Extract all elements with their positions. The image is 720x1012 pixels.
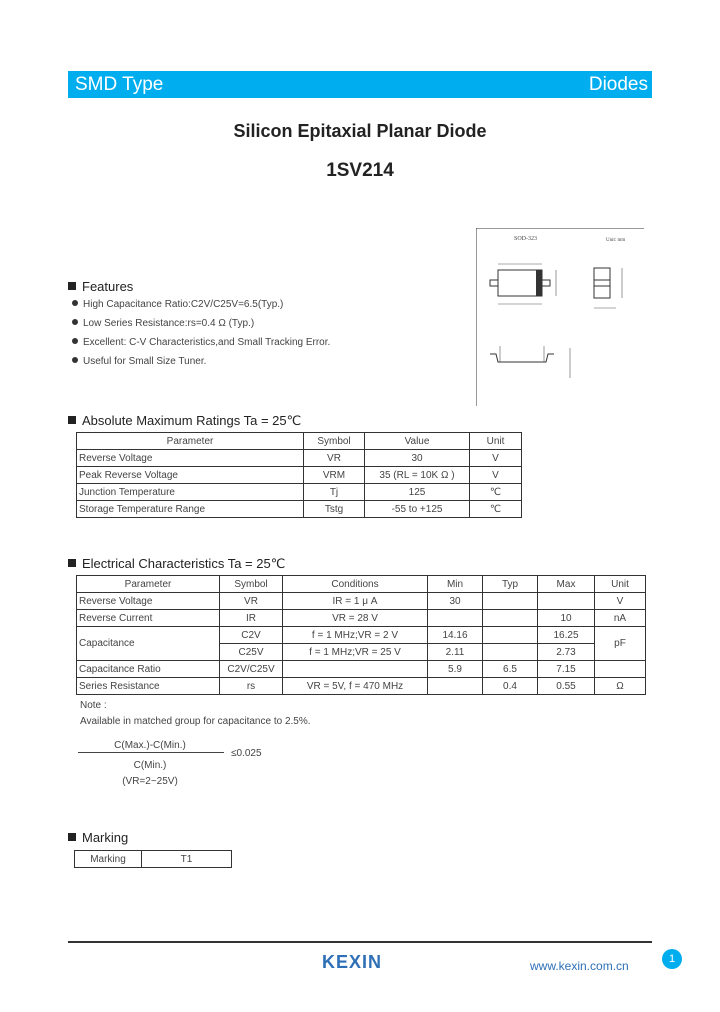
column-header: Parameter xyxy=(77,576,220,593)
column-header: Value xyxy=(365,433,470,450)
package-unit-note: Unit: mm xyxy=(606,238,626,243)
bullet-square-icon xyxy=(68,416,76,424)
table-cell xyxy=(595,661,646,678)
table-cell: Tj xyxy=(304,484,365,501)
page-number: 1 xyxy=(662,949,682,969)
table-cell xyxy=(428,610,483,627)
table-cell: C25V xyxy=(220,644,283,661)
table-cell: Reverse Current xyxy=(77,610,220,627)
part-number: 1SV214 xyxy=(326,160,394,181)
elec-heading: Electrical Characteristics Ta = 25℃ xyxy=(68,556,285,572)
table-cell: 7.15 xyxy=(538,661,595,678)
table-header-row xyxy=(77,576,646,593)
bullet-dot-icon xyxy=(72,357,78,363)
marking-table xyxy=(74,850,232,868)
marking-heading: Marking xyxy=(68,830,128,845)
table-cell: pF xyxy=(595,627,646,661)
table-cell: 30 xyxy=(428,593,483,610)
package-drawing xyxy=(476,228,644,406)
table-row xyxy=(77,678,646,695)
table-row xyxy=(77,484,522,501)
table-cell: 30 xyxy=(365,450,470,467)
table-row xyxy=(77,661,646,678)
package-outline-diagram xyxy=(476,228,644,406)
table-cell: C2V xyxy=(220,627,283,644)
table-cell: 16.25 xyxy=(538,627,595,644)
table-cell: Storage Temperature Range xyxy=(77,501,304,518)
abs-max-table xyxy=(76,432,522,518)
table-cell: Marking xyxy=(75,851,142,868)
website-link[interactable]: www.kexin.com.cn xyxy=(530,959,629,973)
table-cell: 10 xyxy=(538,610,595,627)
formula-rhs: ≤0.025 xyxy=(231,748,262,759)
features-heading: Features xyxy=(68,279,133,294)
table-cell xyxy=(538,593,595,610)
table-row xyxy=(75,851,232,868)
table-cell: IR xyxy=(220,610,283,627)
column-header: Unit xyxy=(470,433,522,450)
table-cell: 2.73 xyxy=(538,644,595,661)
package-name: SOD-323 xyxy=(514,236,538,242)
bullet-dot-icon xyxy=(72,319,78,325)
table-cell: Series Resistance xyxy=(77,678,220,695)
document-title: Silicon Epitaxial Planar Diode xyxy=(233,121,487,141)
table-cell: 0.55 xyxy=(538,678,595,695)
column-header: Typ xyxy=(483,576,538,593)
abs-max-heading: Absolute Maximum Ratings Ta = 25℃ xyxy=(68,413,301,429)
table-cell: -55 to +125 xyxy=(365,501,470,518)
bullet-square-icon xyxy=(68,559,76,567)
column-header: Min xyxy=(428,576,483,593)
table-row xyxy=(77,627,646,644)
list-item: Low Series Resistance:rs=0.4 Ω (Typ.) xyxy=(72,318,330,337)
table-cell: V xyxy=(595,593,646,610)
table-cell: 6.5 xyxy=(483,661,538,678)
column-header: Symbol xyxy=(304,433,365,450)
table-cell: 35 (RL = 10K Ω ) xyxy=(365,467,470,484)
table-cell: VR = 28 V xyxy=(283,610,428,627)
formula-numerator: C(Max.)-C(Min.) xyxy=(114,740,186,751)
table-cell: rs xyxy=(220,678,283,695)
table-cell: 125 xyxy=(365,484,470,501)
column-header: Unit xyxy=(595,576,646,593)
note-label: Note : xyxy=(80,700,107,711)
column-header: Max xyxy=(538,576,595,593)
column-header: Symbol xyxy=(220,576,283,593)
table-cell xyxy=(483,593,538,610)
table-cell: Reverse Voltage xyxy=(77,450,304,467)
note-text: Available in matched group for capacitance to 2.5%. xyxy=(80,716,311,727)
table-cell: Capacitance Ratio xyxy=(77,661,220,678)
list-item: Excellent: C-V Characteristics,and Small Tracking Error. xyxy=(72,337,330,356)
table-cell: VRM xyxy=(304,467,365,484)
table-cell: IR = 1 μ A xyxy=(283,593,428,610)
header-category: SMD Type xyxy=(75,74,164,95)
table-cell: 14.16 xyxy=(428,627,483,644)
table-cell: VR = 5V, f = 470 MHz xyxy=(283,678,428,695)
table-row xyxy=(77,501,522,518)
company-logo: KEXIN xyxy=(322,952,383,972)
table-cell: C2V/C25V xyxy=(220,661,283,678)
table-cell: 0.4 xyxy=(483,678,538,695)
table-cell: 5.9 xyxy=(428,661,483,678)
table-cell: V xyxy=(470,467,522,484)
table-cell xyxy=(428,678,483,695)
header-type: Diodes xyxy=(588,74,648,95)
formula-denominator: C(Min.) xyxy=(133,760,167,771)
table-cell: Peak Reverse Voltage xyxy=(77,467,304,484)
table-cell: f = 1 MHz;VR = 2 V xyxy=(283,627,428,644)
table-cell: ℃ xyxy=(470,501,522,518)
fraction-line xyxy=(78,752,224,753)
column-header: Parameter xyxy=(77,433,304,450)
table-cell: nA xyxy=(595,610,646,627)
bullet-square-icon xyxy=(68,282,76,290)
table-cell: V xyxy=(470,450,522,467)
table-cell: ℃ xyxy=(470,484,522,501)
table-row xyxy=(77,593,646,610)
column-header: Conditions xyxy=(283,576,428,593)
header-bar xyxy=(68,71,652,98)
list-item: Useful for Small Size Tuner. xyxy=(72,356,330,375)
table-row xyxy=(77,467,522,484)
bullet-dot-icon xyxy=(72,300,78,306)
table-cell: Ω xyxy=(595,678,646,695)
table-cell: f = 1 MHz;VR = 25 V xyxy=(283,644,428,661)
table-cell: Tstg xyxy=(304,501,365,518)
list-item: High Capacitance Ratio:C2V/C25V=6.5(Typ.) xyxy=(72,299,330,318)
table-row xyxy=(77,450,522,467)
bullet-dot-icon xyxy=(72,338,78,344)
features-list xyxy=(72,299,330,375)
table-cell: VR xyxy=(220,593,283,610)
table-row xyxy=(77,610,646,627)
table-cell xyxy=(483,610,538,627)
table-cell xyxy=(483,644,538,661)
table-header-row xyxy=(77,433,522,450)
table-cell: 2.11 xyxy=(428,644,483,661)
table-cell xyxy=(483,627,538,644)
table-cell: Capacitance xyxy=(77,627,220,661)
elec-table xyxy=(76,575,646,695)
footer-divider xyxy=(68,941,652,943)
table-cell: Junction Temperature xyxy=(77,484,304,501)
table-cell: Reverse Voltage xyxy=(77,593,220,610)
bullet-square-icon xyxy=(68,833,76,841)
formula-condition: (VR=2~25V) xyxy=(122,776,178,787)
table-cell: VR xyxy=(304,450,365,467)
table-cell xyxy=(283,661,428,678)
table-cell: T1 xyxy=(142,851,232,868)
